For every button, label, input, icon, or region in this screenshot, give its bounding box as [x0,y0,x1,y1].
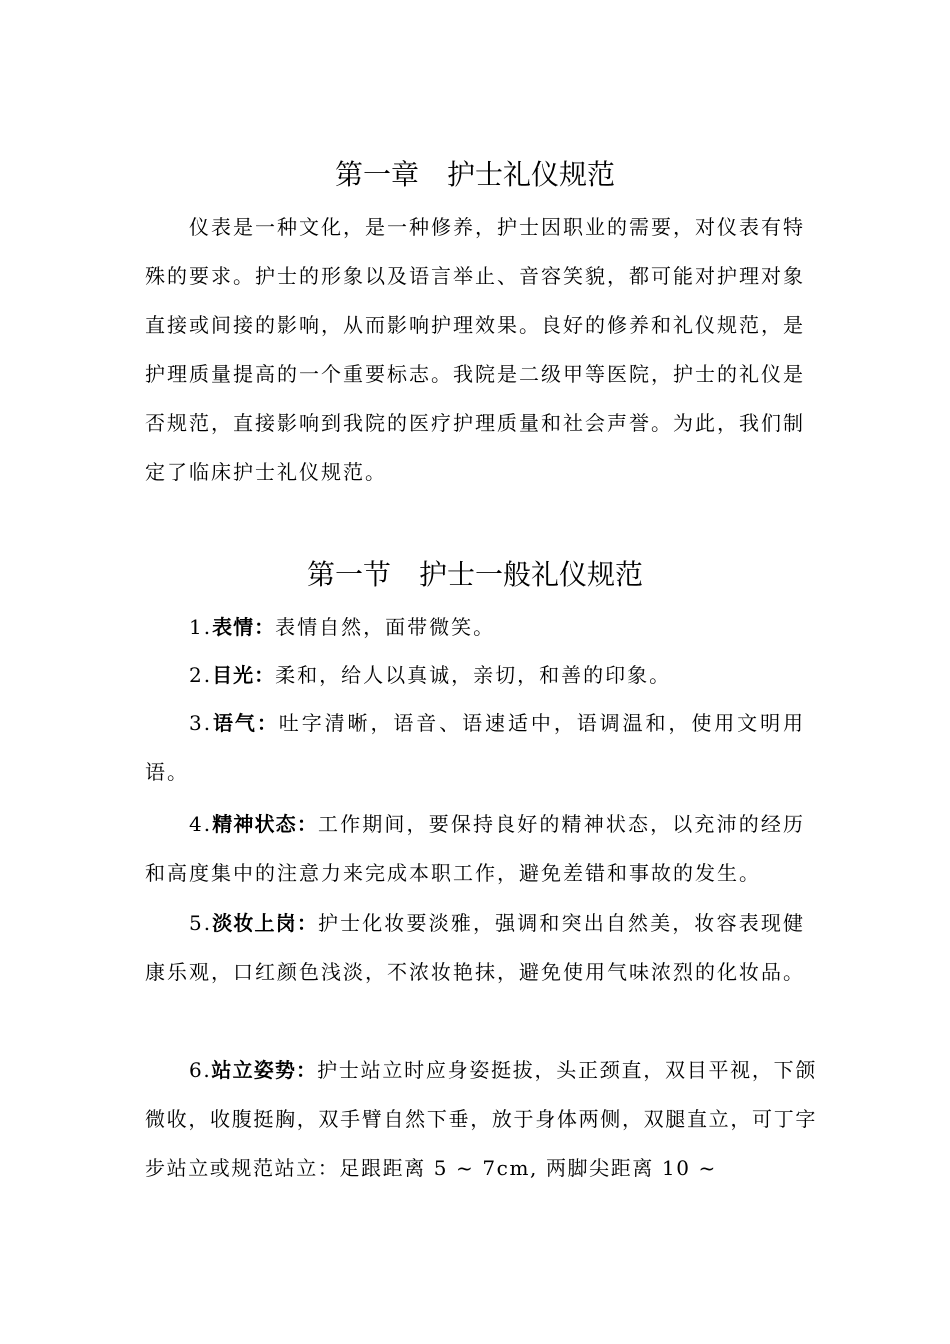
item-number: 5. [189,911,213,935]
item-term: 目光： [212,663,276,687]
list-item [145,651,805,700]
item-text: 护士站立时应身姿挺拔，头正颈直，双目平视，下颌微收，收腹挺胸，双手臂自然下垂，放于身体两侧，双腿直立，可丁字步站立或规范站立：足跟距离 5 ~ 7cm, 两脚尖距离 10 ~ [145,1058,817,1180]
item-term: 淡妆上岗： [212,911,318,935]
item-term: 语气： [212,711,279,735]
list-item [145,603,805,652]
item-term: 表情： [212,615,276,639]
item-text: 护士化妆要淡雅，强调和突出自然美，妆容表现健康乐观，口红颜色浅淡，不浓妆艳抹，避免使用气味浓烈的化妆品。 [145,911,806,984]
list-item [145,800,805,898]
item-text: 表情自然，面带微笑。 [275,615,496,639]
list-item [145,1046,817,1193]
item-term: 精神状态： [212,812,318,836]
chapter-title: 第一章 护士礼仪规范 [334,158,615,191]
list-item [145,899,805,997]
intro-paragraph: 仪表是一种文化，是一种修养，护士因职业的需要，对仪表有特殊的要求。护士的形象以及语言举止、音容笑貌，都可能对护理对象直接或间接的影响，从而影响护理效果。良好的修养和礼仪规范，是护理质量提高的一个重要标志。我院是二级甲等医院，护士的礼仪是否规范，直接影响到我院的医疗护理质量和社会声誉。为此，我们制定了临床护士礼仪规范。 [145,215,805,484]
section-title: 第一节 护士一般礼仪规范 [306,558,643,591]
item-number: 4. [189,812,213,836]
item-text: 柔和，给人以真诚，亲切，和善的印象。 [275,663,672,687]
item-term: 站立姿势： [211,1058,318,1082]
item-text: 吐字清晰，语音、语速适中，语调温和，使用文明用语。 [145,711,806,784]
item-number: 6. [189,1058,212,1082]
item-number: 2. [189,663,213,687]
item-number: 3. [189,711,213,735]
item-number: 1. [189,615,213,639]
item-text: 工作期间，要保持良好的精神状态，以充沛的经历和高度集中的注意力来完成本职工作，避免差错和事故的发生。 [145,812,806,885]
list-item [145,699,805,797]
